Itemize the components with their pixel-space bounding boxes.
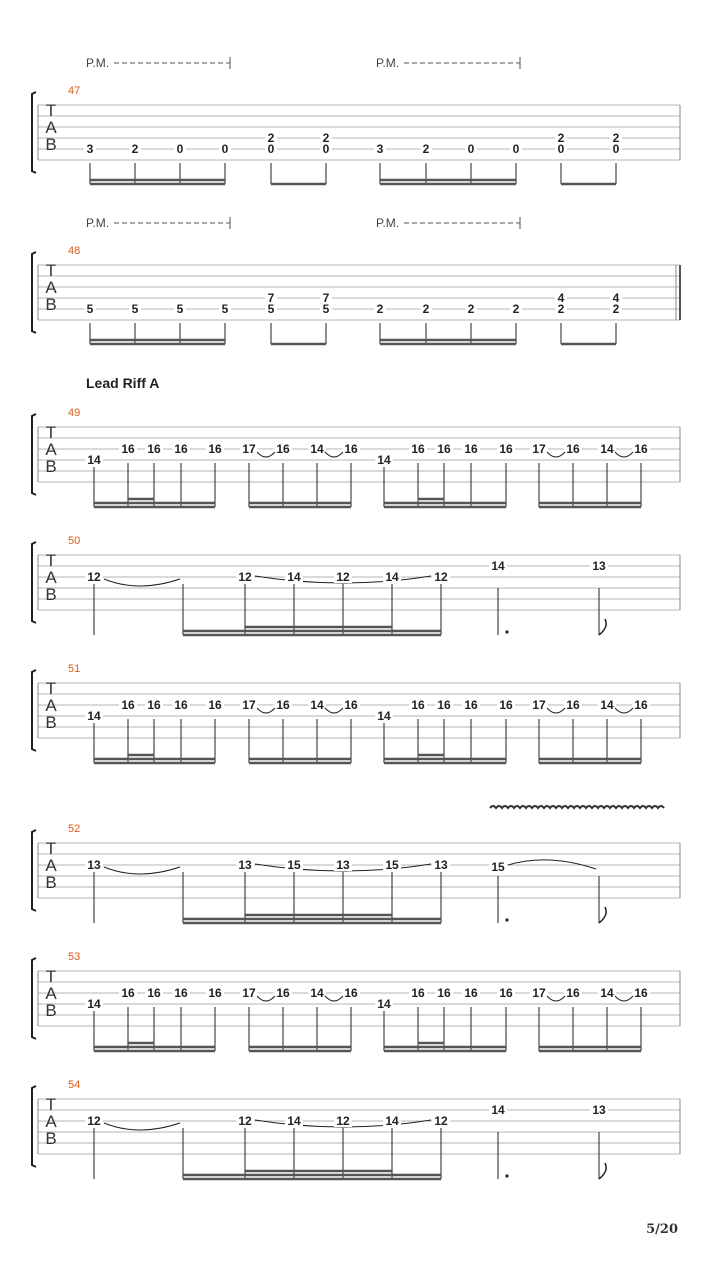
section-title: Lead Riff A <box>86 375 160 391</box>
fret-number: 7 <box>267 291 275 305</box>
fret-number: 2 <box>131 142 139 156</box>
vibrato-line <box>490 806 664 808</box>
fret-number: 17 <box>242 442 256 456</box>
measure-number: 52 <box>68 823 81 835</box>
tab-clef-letter: B <box>45 713 57 732</box>
tab-clef-letter: A <box>45 440 57 459</box>
fret-number: 12 <box>336 1114 350 1128</box>
tie-arc <box>104 867 180 874</box>
fret-number: 5 <box>86 302 94 316</box>
tab-clef-letter: T <box>45 967 57 986</box>
fret-number: 15 <box>491 860 505 874</box>
tab-system <box>32 407 680 507</box>
tab-clef-letter: B <box>45 1001 57 1020</box>
fret-number: 14 <box>287 570 301 584</box>
fret-number: 17 <box>242 698 256 712</box>
fret-number: 3 <box>86 142 94 156</box>
fret-number: 16 <box>147 442 161 456</box>
tab-clef-letter: B <box>45 295 57 314</box>
fret-number: 2 <box>422 302 430 316</box>
slur <box>615 452 633 457</box>
fret-number: 12 <box>238 570 252 584</box>
fret-number: 0 <box>322 142 330 156</box>
fret-number: 16 <box>499 698 513 712</box>
fret-number: 16 <box>437 986 451 1000</box>
fret-number: 12 <box>87 1114 101 1128</box>
tab-clef-letter: T <box>45 551 57 570</box>
fret-number: 16 <box>566 698 580 712</box>
slur <box>615 996 633 1001</box>
fret-number: 16 <box>208 442 222 456</box>
fret-number: 16 <box>276 986 290 1000</box>
fret-number: 14 <box>491 1103 505 1117</box>
tab-clef-letter: B <box>45 873 57 892</box>
tie-arc <box>104 579 180 586</box>
tab-clef-letter: A <box>45 856 57 875</box>
augmentation-dot <box>505 1174 508 1177</box>
fret-number: 13 <box>592 1103 606 1117</box>
fret-number: 2 <box>267 131 275 145</box>
measure-number: 47 <box>68 85 81 97</box>
fret-number: 17 <box>532 442 546 456</box>
fret-number: 14 <box>600 986 614 1000</box>
measure-number: 50 <box>68 535 81 547</box>
fret-number: 14 <box>287 1114 301 1128</box>
fret-number: 14 <box>377 453 391 467</box>
tab-clef-letter: T <box>45 101 57 120</box>
fret-number: 16 <box>208 698 222 712</box>
slur <box>547 708 565 713</box>
fret-number: 2 <box>422 142 430 156</box>
fret-number: 16 <box>499 986 513 1000</box>
slur <box>257 708 275 713</box>
fret-number: 14 <box>310 442 324 456</box>
fret-number: 14 <box>87 997 101 1011</box>
measure-number: 54 <box>68 1079 81 1091</box>
fret-number: 16 <box>121 698 135 712</box>
fret-number: 0 <box>557 142 565 156</box>
fret-number: 16 <box>411 698 425 712</box>
fret-number: 0 <box>267 142 275 156</box>
palm-mute-marking <box>376 56 520 70</box>
tab-system <box>32 245 680 344</box>
fret-number: 16 <box>147 986 161 1000</box>
fret-number: 12 <box>434 1114 448 1128</box>
system-bracket <box>32 542 36 623</box>
fret-number: 12 <box>336 570 350 584</box>
palm-mute-marking <box>86 216 230 230</box>
fret-number: 4 <box>612 291 620 305</box>
fret-number: 16 <box>411 986 425 1000</box>
fret-number: 12 <box>434 570 448 584</box>
fret-number: 14 <box>310 698 324 712</box>
tab-clef-letter: A <box>45 1112 57 1131</box>
fret-number: 5 <box>322 302 330 316</box>
fret-number: 12 <box>238 1114 252 1128</box>
fret-number: 15 <box>385 858 399 872</box>
fret-number: 16 <box>276 442 290 456</box>
fret-number: 16 <box>634 442 648 456</box>
fret-number: 13 <box>592 559 606 573</box>
slur <box>325 452 343 457</box>
fret-number: 16 <box>121 442 135 456</box>
tab-clef-letter: A <box>45 696 57 715</box>
tab-clef-letter: T <box>45 261 57 280</box>
fret-number: 5 <box>267 302 275 316</box>
slur <box>325 996 343 1001</box>
note-flag <box>599 907 606 923</box>
tab-system <box>32 951 680 1051</box>
slur <box>325 708 343 713</box>
augmentation-dot <box>505 630 508 633</box>
fret-number: 16 <box>174 698 188 712</box>
fret-number: 16 <box>634 986 648 1000</box>
measure-number: 49 <box>68 407 81 419</box>
tab-clef-letter: T <box>45 423 57 442</box>
tab-clef-letter: A <box>45 278 57 297</box>
measure-number: 51 <box>68 663 81 675</box>
fret-number: 17 <box>532 698 546 712</box>
fret-number: 14 <box>377 709 391 723</box>
fret-number: 16 <box>208 986 222 1000</box>
tab-clef-letter: A <box>45 568 57 587</box>
tie-arc <box>104 1123 180 1130</box>
fret-number: 14 <box>600 442 614 456</box>
measure-number: 53 <box>68 951 81 963</box>
tab-system <box>32 663 680 763</box>
fret-number: 16 <box>174 442 188 456</box>
tab-system <box>32 85 680 184</box>
fret-number: 14 <box>491 559 505 573</box>
fret-number: 16 <box>411 442 425 456</box>
page-number: 5/20 <box>646 1222 678 1237</box>
palm-mute-label: P.M. <box>86 216 110 230</box>
tab-clef-letter: B <box>45 457 57 476</box>
fret-number: 2 <box>612 131 620 145</box>
fret-number: 13 <box>336 858 350 872</box>
fret-number: 16 <box>276 698 290 712</box>
note-flag <box>599 619 606 635</box>
fret-number: 16 <box>437 698 451 712</box>
fret-number: 12 <box>87 570 101 584</box>
fret-number: 16 <box>147 698 161 712</box>
fret-number: 14 <box>600 698 614 712</box>
system-bracket <box>32 670 36 751</box>
tie-arc <box>508 860 596 869</box>
fret-number: 3 <box>376 142 384 156</box>
slur <box>547 452 565 457</box>
palm-mute-label: P.M. <box>86 56 110 70</box>
augmentation-dot <box>505 918 508 921</box>
fret-number: 2 <box>612 302 620 316</box>
palm-mute-marking <box>376 216 520 230</box>
fret-number: 4 <box>557 291 565 305</box>
fret-number: 17 <box>242 986 256 1000</box>
fret-number: 16 <box>437 442 451 456</box>
fret-number: 7 <box>322 291 330 305</box>
fret-number: 0 <box>467 142 475 156</box>
palm-mute-label: P.M. <box>376 56 400 70</box>
fret-number: 2 <box>557 302 565 316</box>
system-bracket <box>32 958 36 1039</box>
fret-number: 2 <box>467 302 475 316</box>
tab-system <box>32 1079 680 1179</box>
system-bracket <box>32 252 36 333</box>
tab-clef-letter: B <box>45 1129 57 1148</box>
tab-clef-letter: T <box>45 1095 57 1114</box>
fret-number: 2 <box>376 302 384 316</box>
fret-number: 16 <box>121 986 135 1000</box>
fret-number: 16 <box>499 442 513 456</box>
measure-number: 48 <box>68 245 81 257</box>
slur <box>257 996 275 1001</box>
slur <box>257 452 275 457</box>
system-bracket <box>32 92 36 173</box>
fret-number: 16 <box>566 442 580 456</box>
fret-number: 5 <box>131 302 139 316</box>
tab-clef-letter: T <box>45 679 57 698</box>
tab-system <box>32 535 680 635</box>
fret-number: 17 <box>532 986 546 1000</box>
fret-number: 13 <box>87 858 101 872</box>
fret-number: 16 <box>634 698 648 712</box>
slur <box>615 708 633 713</box>
fret-number: 5 <box>176 302 184 316</box>
fret-number: 2 <box>557 131 565 145</box>
fret-number: 14 <box>377 997 391 1011</box>
fret-number: 16 <box>566 986 580 1000</box>
palm-mute-label: P.M. <box>376 216 400 230</box>
fret-number: 14 <box>385 570 399 584</box>
fret-number: 16 <box>344 986 358 1000</box>
fret-number: 0 <box>176 142 184 156</box>
fret-number: 14 <box>310 986 324 1000</box>
fret-number: 16 <box>174 986 188 1000</box>
fret-number: 13 <box>434 858 448 872</box>
fret-number: 15 <box>287 858 301 872</box>
fret-number: 16 <box>464 986 478 1000</box>
fret-number: 2 <box>512 302 520 316</box>
fret-number: 14 <box>385 1114 399 1128</box>
fret-number: 16 <box>464 698 478 712</box>
fret-number: 13 <box>238 858 252 872</box>
slur <box>547 996 565 1001</box>
system-bracket <box>32 414 36 495</box>
fret-number: 16 <box>344 442 358 456</box>
fret-number: 16 <box>344 698 358 712</box>
tab-clef-letter: B <box>45 585 57 604</box>
system-bracket <box>32 1086 36 1167</box>
fret-number: 0 <box>612 142 620 156</box>
fret-number: 0 <box>512 142 520 156</box>
fret-number: 2 <box>322 131 330 145</box>
fret-number: 14 <box>87 709 101 723</box>
tab-clef-letter: T <box>45 839 57 858</box>
fret-number: 14 <box>87 453 101 467</box>
system-bracket <box>32 830 36 911</box>
note-flag <box>599 1163 606 1179</box>
palm-mute-marking <box>86 56 230 70</box>
tab-clef-letter: B <box>45 135 57 154</box>
tab-system <box>32 806 680 923</box>
fret-number: 16 <box>464 442 478 456</box>
fret-number: 0 <box>221 142 229 156</box>
tab-clef-letter: A <box>45 118 57 137</box>
fret-number: 5 <box>221 302 229 316</box>
tab-clef-letter: A <box>45 984 57 1003</box>
